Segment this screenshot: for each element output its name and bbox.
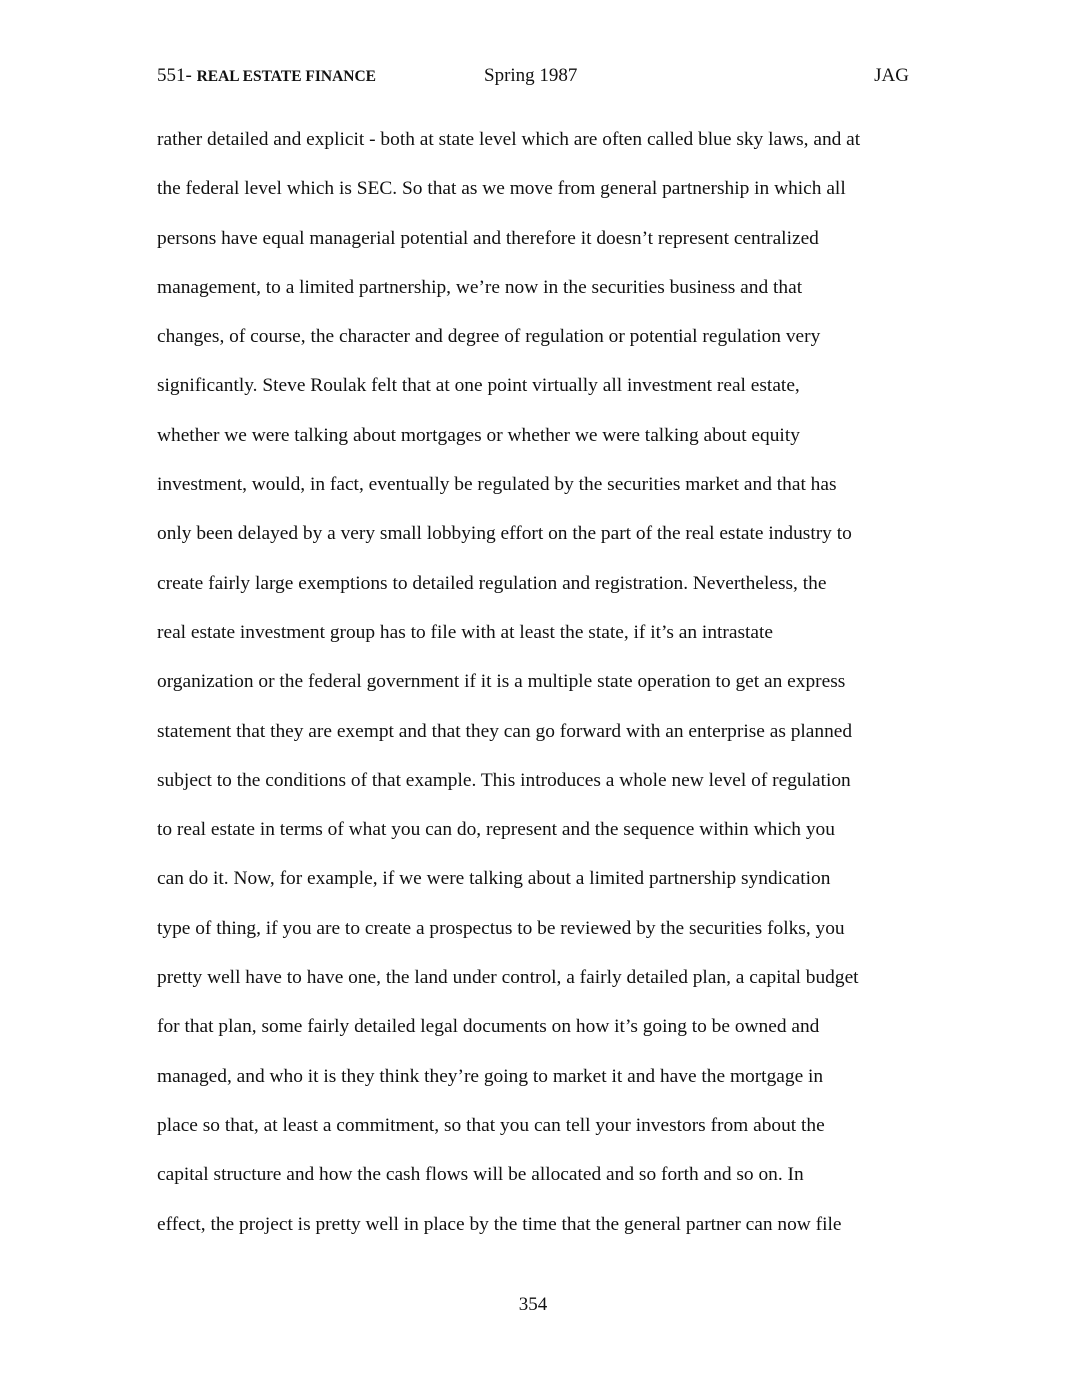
term-label: Spring 1987 (484, 65, 578, 86)
text-line: whether we were talking about mortgages or whether we were talking about equity (157, 424, 800, 446)
text-line: the federal level which is SEC. So that as we move from general partnership in which all (157, 178, 846, 200)
text-line: effect, the project is pretty well in place by the time that the general partner can now file (157, 1213, 842, 1235)
text-line: only been delayed by a very small lobbying effort on the part of the real estate industry to (157, 523, 852, 545)
text-line: for that plan, some fairly detailed legal documents on how it’s going to be owned and (157, 1016, 820, 1038)
text-line: rather detailed and explicit - both at state level which are often called blue sky laws, and at (157, 129, 861, 150)
text-line: pretty well have to have one, the land under control, a fairly detailed plan, a capital budget (157, 967, 859, 989)
text-line: can do it. Now, for example, if we were talking about a limited partnership syndication (157, 868, 831, 890)
text-line: type of thing, if you are to create a prospectus to be reviewed by the securities folks, you (157, 917, 845, 939)
text-line: management, to a limited partnership, we’re now in the securities business and that (157, 276, 803, 298)
page-number: 354 (518, 1294, 548, 1315)
text-line: place so that, at least a commitment, so that you can tell your investors from about the (157, 1114, 825, 1136)
transcript-body (157, 115, 917, 1249)
course-number: 551- (157, 65, 192, 86)
text-line: real estate investment group has to file with at least the state, if it’s an intrastate (157, 621, 774, 643)
text-line: capital structure and how the cash flows will be allocated and so forth and so on. In (157, 1164, 804, 1186)
author-initials: JAG (874, 65, 909, 86)
course-label (157, 62, 376, 91)
text-line: investment, would, in fact, eventually be regulated by the securities market and that has (157, 474, 837, 496)
text-line: significantly. Steve Roulak felt that at one point virtually all investment real estate, (157, 375, 800, 397)
course-title: REAL ESTATE FINANCE (196, 68, 377, 85)
text-line: statement that they are exempt and that they can go forward with an enterprise as planned (157, 720, 853, 742)
text-line: managed, and who it is they think they’re going to market it and have the mortgage in (157, 1065, 824, 1087)
text-line: persons have equal managerial potential and therefore it doesn’t represent centralized (157, 227, 819, 249)
text-line: organization or the federal government if it is a multiple state operation to get an express (157, 671, 846, 693)
text-line: to real estate in terms of what you can do, represent and the sequence within which you (157, 819, 835, 841)
text-line: subject to the conditions of that example. This introduces a whole new level of regulation (157, 769, 851, 791)
text-line: changes, of course, the character and degree of regulation or potential regulation very (157, 326, 821, 348)
page-header (157, 62, 909, 90)
text-line: create fairly large exemptions to detailed regulation and registration. Nevertheless, the (157, 572, 827, 594)
